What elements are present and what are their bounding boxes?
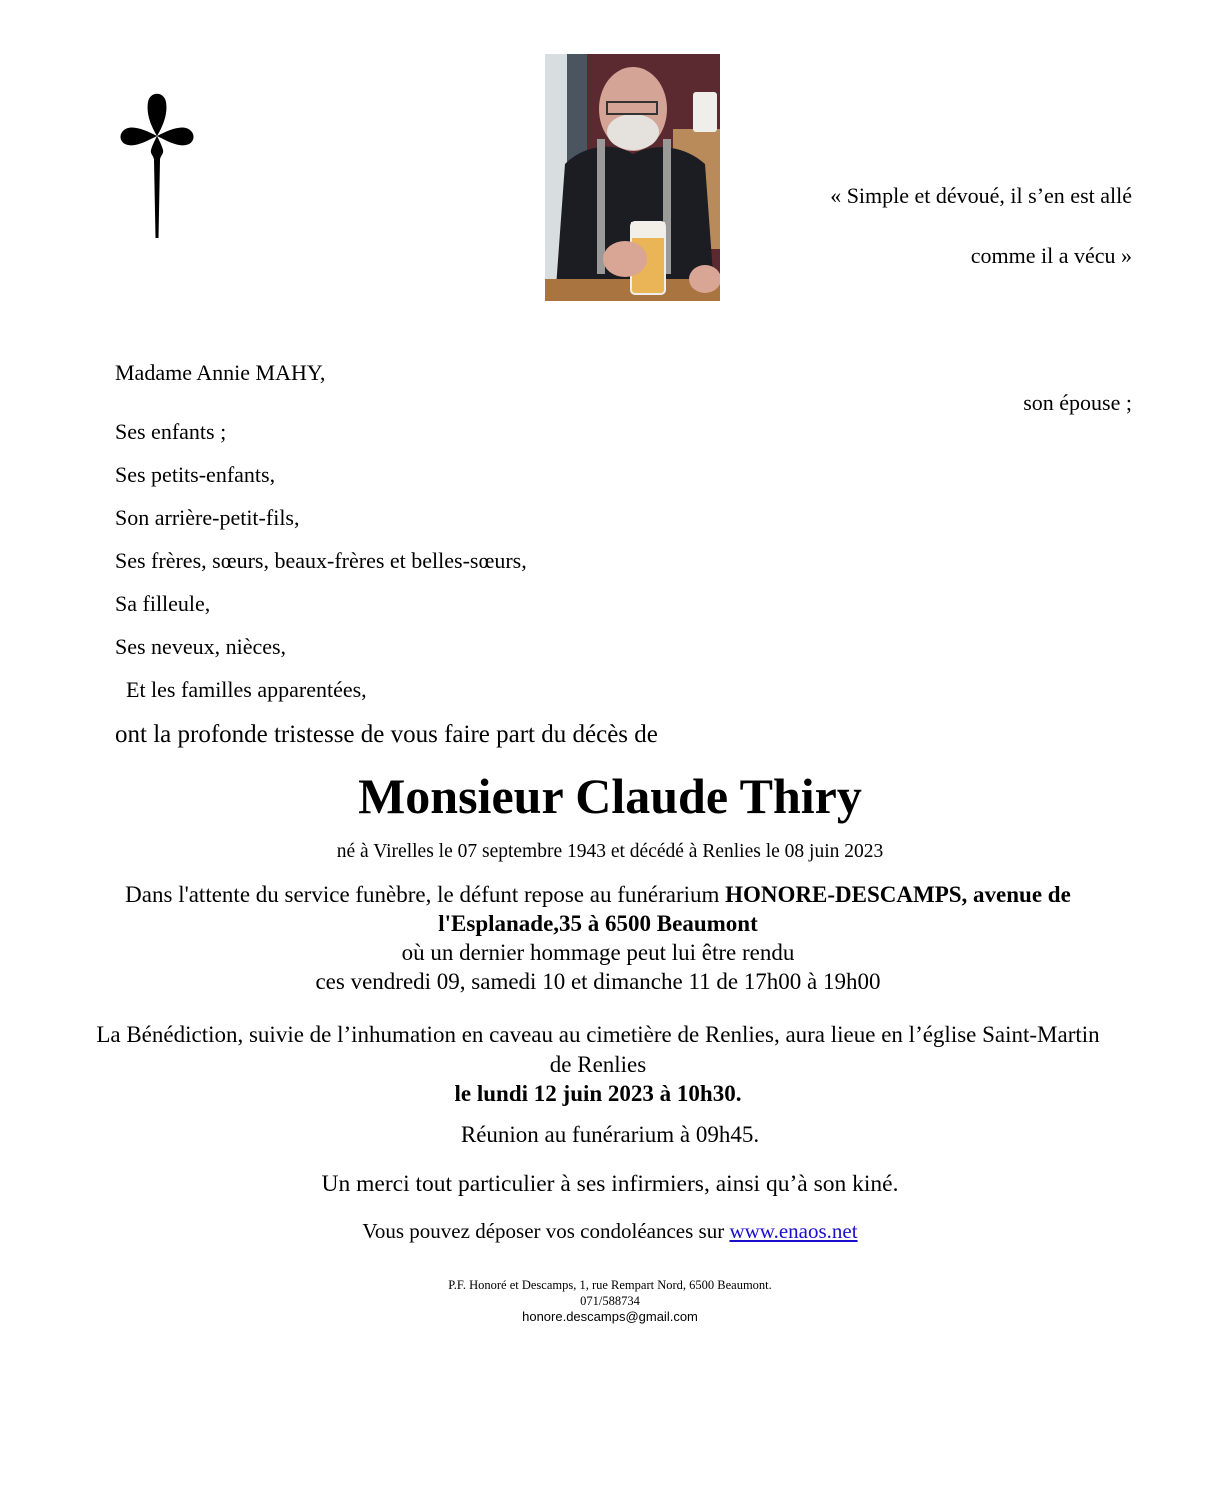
epitaph-quote-line1: « Simple et dévoué, il s’en est allé <box>830 183 1132 208</box>
funerarium-address: HONORE-DESCAMPS, avenue de l'Esplanade,35 à 6500 Beaumont <box>438 882 1071 936</box>
deceased-photo <box>545 54 720 301</box>
family-line: Et les familles apparentées, <box>115 677 367 702</box>
funeral-ceremony: La Bénédiction, suivie de l’inhumation en caveau au cimetière de Renlies, aura lieue en l’église Saint-Martin de Renlies <box>96 1022 1100 1077</box>
funeral-home-footer <box>0 1277 1220 1325</box>
funeral-datetime: le lundi 12 juin 2023 à 10h30. <box>454 1081 742 1106</box>
spouse-name: Madame Annie MAHY, <box>115 360 326 385</box>
family-line: Son arrière-petit-fils, <box>115 505 300 530</box>
deceased-name: Monsieur Claude Thiry <box>358 768 862 824</box>
thanks-text: Un merci tout particulier à ses infirmiers, ainsi qu’à son kiné. <box>321 1171 899 1197</box>
family-line: Ses enfants ; <box>115 419 227 444</box>
family-line: Ses frères, sœurs, beaux-frères et belles-sœurs, <box>115 548 527 573</box>
wake-info <box>60 880 1136 996</box>
announcement-text: ont la profonde tristesse de vous faire part du décès de <box>115 721 658 748</box>
family-line: Ses neveux, nièces, <box>115 634 287 659</box>
wake-intro: Dans l'attente du service funèbre, le défunt repose au funérarium <box>125 882 726 907</box>
family-line: Sa filleule, <box>115 591 211 616</box>
footer-phone: 071/588734 <box>580 1294 640 1308</box>
wake-homage: où un dernier hommage peut lui être rendu <box>401 940 795 965</box>
condolences-text: Vous pouvez déposer vos condoléances sur <box>362 1219 730 1243</box>
footer-address: P.F. Honoré et Descamps, 1, rue Rempart Nord, 6500 Beaumont. <box>448 1278 772 1292</box>
life-dates: né à Virelles le 07 septembre 1943 et décédé à Renlies le 08 juin 2023 <box>336 841 884 862</box>
meeting-info: Réunion au funérarium à 09h45. <box>460 1122 760 1147</box>
spouse-role: son épouse ; <box>1023 390 1132 415</box>
family-line: Ses petits-enfants, <box>115 462 276 487</box>
condolences-link[interactable]: www.enaos.net <box>729 1219 858 1243</box>
funeral-info <box>90 1020 1106 1109</box>
wake-hours: ces vendredi 09, samedi 10 et dimanche 11 de 17h00 à 19h00 <box>315 969 881 994</box>
footer-email: honore.descamps@gmail.com <box>522 1309 698 1324</box>
condolences-line <box>0 1219 1220 1244</box>
pattee-cross-icon <box>118 88 196 243</box>
epitaph-quote-line2: comme il a vécu » <box>970 243 1132 268</box>
